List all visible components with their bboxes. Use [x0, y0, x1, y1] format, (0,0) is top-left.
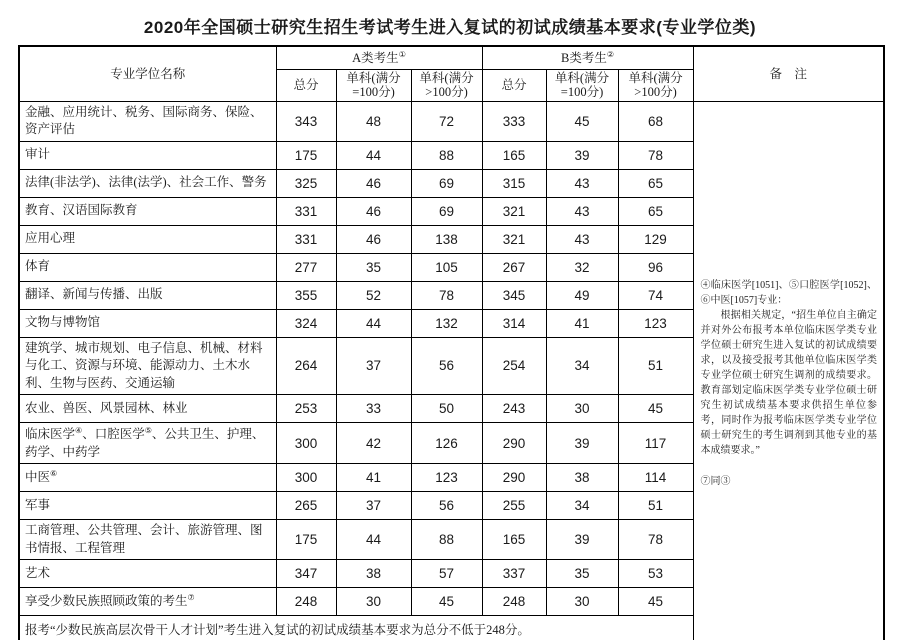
degree-name-cell: 军事 [19, 492, 276, 520]
score-cell-a-single-gt100: 126 [411, 423, 482, 464]
score-cell-a-single-gt100: 69 [411, 169, 482, 197]
column-header-a-total: 总分 [276, 69, 336, 101]
score-cell-b-total: 267 [482, 253, 546, 281]
score-cell-a-single-gt100: 88 [411, 141, 482, 169]
degree-name-cell: 文物与博物馆 [19, 309, 276, 337]
table-row [19, 101, 884, 141]
score-cell-b-single-100: 38 [546, 464, 618, 492]
page-title: 2020年全国硕士研究生招生考试考生进入复试的初试成绩基本要求(专业学位类) [143, 18, 757, 37]
score-cell-a-single-100: 41 [336, 464, 411, 492]
degree-name-cell: 应用心理 [19, 225, 276, 253]
score-cell-b-single-100: 41 [546, 309, 618, 337]
score-cell-b-total: 315 [482, 169, 546, 197]
score-cell-b-single-gt100: 51 [618, 492, 693, 520]
degree-name-cell: 体育 [19, 253, 276, 281]
degree-name-cell: 翻译、新闻与传播、出版 [19, 281, 276, 309]
degree-name-cell: 工商管理、公共管理、会计、旅游管理、图书情报、工程管理 [19, 520, 276, 560]
column-header-a-single-gt100: 单科(满分>100分) [411, 69, 482, 101]
score-cell-b-total: 165 [482, 520, 546, 560]
score-cell-a-total: 355 [276, 281, 336, 309]
score-cell-a-single-gt100: 138 [411, 225, 482, 253]
footnote-marker: ⑦ [187, 593, 195, 603]
column-header-b-total: 总分 [482, 69, 546, 101]
score-cell-b-single-100: 45 [546, 101, 618, 141]
degree-name-cell: 教育、汉语国际教育 [19, 197, 276, 225]
score-cell-b-single-100: 30 [546, 395, 618, 423]
score-cell-b-single-100: 30 [546, 588, 618, 616]
score-cell-b-single-gt100: 123 [618, 309, 693, 337]
column-header-group-a: A类考生① [276, 46, 482, 69]
score-cell-a-single-100: 44 [336, 309, 411, 337]
score-cell-b-single-gt100: 45 [618, 395, 693, 423]
score-cell-a-single-100: 46 [336, 197, 411, 225]
score-cell-a-single-gt100: 56 [411, 337, 482, 395]
score-cell-a-single-gt100: 57 [411, 560, 482, 588]
score-cell-b-total: 248 [482, 588, 546, 616]
column-header-group-b: B类考生② [482, 46, 693, 69]
score-cell-a-single-100: 42 [336, 423, 411, 464]
score-cell-a-total: 248 [276, 588, 336, 616]
score-cell-b-single-100: 43 [546, 225, 618, 253]
score-cell-a-total: 300 [276, 464, 336, 492]
degree-name-cell: 艺术 [19, 560, 276, 588]
score-cell-a-single-100: 52 [336, 281, 411, 309]
score-cell-b-total: 345 [482, 281, 546, 309]
score-cell-b-single-gt100: 78 [618, 520, 693, 560]
score-cell-a-single-gt100: 56 [411, 492, 482, 520]
degree-name-cell: 法律(非法学)、法律(法学)、社会工作、警务 [19, 169, 276, 197]
score-cell-b-single-100: 35 [546, 560, 618, 588]
score-cell-b-total: 290 [482, 423, 546, 464]
score-cell-a-total: 175 [276, 520, 336, 560]
degree-name-cell: 建筑学、城市规划、电子信息、机械、材料与化工、资源与环境、能源动力、土木水利、生物与医药、交通运输 [19, 337, 276, 395]
score-cell-b-total: 255 [482, 492, 546, 520]
score-cell-a-single-gt100: 78 [411, 281, 482, 309]
score-cell-b-single-100: 39 [546, 423, 618, 464]
score-cell-b-total: 337 [482, 560, 546, 588]
score-cell-b-single-100: 39 [546, 141, 618, 169]
score-cell-a-total: 175 [276, 141, 336, 169]
score-requirements-table [18, 45, 885, 640]
score-cell-b-single-100: 43 [546, 197, 618, 225]
degree-name-cell: 临床医学④、口腔医学⑤、公共卫生、护理、药学、中药学 [19, 423, 276, 464]
score-cell-b-single-gt100: 114 [618, 464, 693, 492]
score-cell-b-single-gt100: 74 [618, 281, 693, 309]
score-cell-a-single-100: 48 [336, 101, 411, 141]
score-cell-a-single-100: 33 [336, 395, 411, 423]
degree-name-cell: 金融、应用统计、税务、国际商务、保险、资产评估 [19, 101, 276, 141]
degree-name-cell: 享受少数民族照顾政策的考生⑦ [19, 588, 276, 616]
footnote-marker: ④ [75, 426, 83, 435]
column-header-b-single-gt100: 单科(满分>100分) [618, 69, 693, 101]
score-cell-b-single-gt100: 65 [618, 197, 693, 225]
score-cell-a-single-100: 37 [336, 337, 411, 395]
score-cell-b-total: 165 [482, 141, 546, 169]
footnote-marker: ① [398, 49, 406, 59]
score-cell-a-single-gt100: 123 [411, 464, 482, 492]
score-cell-b-total: 321 [482, 197, 546, 225]
score-cell-b-single-gt100: 51 [618, 337, 693, 395]
footnote-marker: ② [606, 49, 615, 59]
score-cell-b-single-gt100: 53 [618, 560, 693, 588]
score-cell-b-total: 254 [482, 337, 546, 395]
degree-name-cell: 中医⑥ [19, 464, 276, 492]
column-header-remark: 备 注 [693, 46, 884, 101]
score-cell-b-single-100: 34 [546, 492, 618, 520]
score-cell-b-total: 314 [482, 309, 546, 337]
score-cell-b-single-gt100: 68 [618, 101, 693, 141]
score-cell-a-single-gt100: 105 [411, 253, 482, 281]
header-group-row [19, 46, 884, 69]
remark-line: 根据相关规定，“招生单位自主确定并对外公布报考本单位临床医学类专业学位硕士研究生进入复试的初试成绩要求，以及接受报考其他单位临床医学类专业学位硕士研究生调剂的成绩要求。教育部划定临床医学类专业学位硕士研究生初试成绩基本要求供招生单位参考，同时作为报考临床医学类专业学位硕士研究生的考生调剂到其他专业的基本成绩要求。” [700, 309, 878, 456]
score-cell-a-single-gt100: 72 [411, 101, 482, 141]
score-cell-b-single-100: 32 [546, 253, 618, 281]
score-cell-a-single-100: 37 [336, 492, 411, 520]
score-cell-b-single-gt100: 45 [618, 588, 693, 616]
score-cell-b-single-gt100: 117 [618, 423, 693, 464]
score-cell-a-single-100: 46 [336, 169, 411, 197]
score-cell-b-total: 243 [482, 395, 546, 423]
footnote-marker: ⑥ [50, 469, 58, 479]
score-cell-a-single-100: 44 [336, 520, 411, 560]
score-cell-b-single-100: 39 [546, 520, 618, 560]
score-cell-a-total: 300 [276, 423, 336, 464]
remark-line: ⑦同③ [700, 475, 731, 487]
score-cell-b-single-100: 43 [546, 169, 618, 197]
score-cell-b-total: 333 [482, 101, 546, 141]
degree-name-cell: 审计 [19, 141, 276, 169]
score-cell-a-total: 331 [276, 225, 336, 253]
score-cell-a-single-gt100: 132 [411, 309, 482, 337]
column-header-b-single-100: 单科(满分=100分) [546, 69, 618, 101]
score-cell-a-total: 325 [276, 169, 336, 197]
column-header-a-single-100: 单科(满分=100分) [336, 69, 411, 101]
remark-line: ④临床医学[1051]、⑤口腔医学[1052]、⑥中医[1057]专业： [700, 279, 878, 306]
score-cell-b-single-gt100: 65 [618, 169, 693, 197]
score-cell-a-single-100: 30 [336, 588, 411, 616]
score-cell-a-single-100: 44 [336, 141, 411, 169]
score-cell-b-total: 290 [482, 464, 546, 492]
score-cell-a-total: 347 [276, 560, 336, 588]
score-cell-a-single-100: 35 [336, 253, 411, 281]
score-cell-a-total: 264 [276, 337, 336, 395]
score-cell-a-single-gt100: 88 [411, 520, 482, 560]
score-cell-a-single-gt100: 50 [411, 395, 482, 423]
footnote-marker: ⑤ [144, 426, 152, 435]
score-cell-a-total: 253 [276, 395, 336, 423]
score-cell-a-single-100: 46 [336, 225, 411, 253]
column-header-degree-name: 专业学位名称 [19, 46, 276, 101]
score-cell-b-total: 321 [482, 225, 546, 253]
score-cell-a-total: 343 [276, 101, 336, 141]
score-cell-b-single-gt100: 78 [618, 141, 693, 169]
score-cell-a-total: 277 [276, 253, 336, 281]
score-cell-a-single-gt100: 45 [411, 588, 482, 616]
score-cell-b-single-100: 34 [546, 337, 618, 395]
score-cell-a-single-100: 38 [336, 560, 411, 588]
score-cell-a-total: 324 [276, 309, 336, 337]
score-cell-b-single-100: 49 [546, 281, 618, 309]
score-cell-a-total: 331 [276, 197, 336, 225]
footnote-text: 报考“少数民族高层次骨干人才计划”考生进入复试的初试成绩基本要求为总分不低于248分。 [19, 616, 693, 640]
score-cell-b-single-gt100: 129 [618, 225, 693, 253]
score-cell-a-total: 265 [276, 492, 336, 520]
score-cell-a-single-gt100: 69 [411, 197, 482, 225]
score-cell-b-single-gt100: 96 [618, 253, 693, 281]
remark-cell [693, 101, 884, 640]
degree-name-cell: 农业、兽医、风景园林、林业 [19, 395, 276, 423]
